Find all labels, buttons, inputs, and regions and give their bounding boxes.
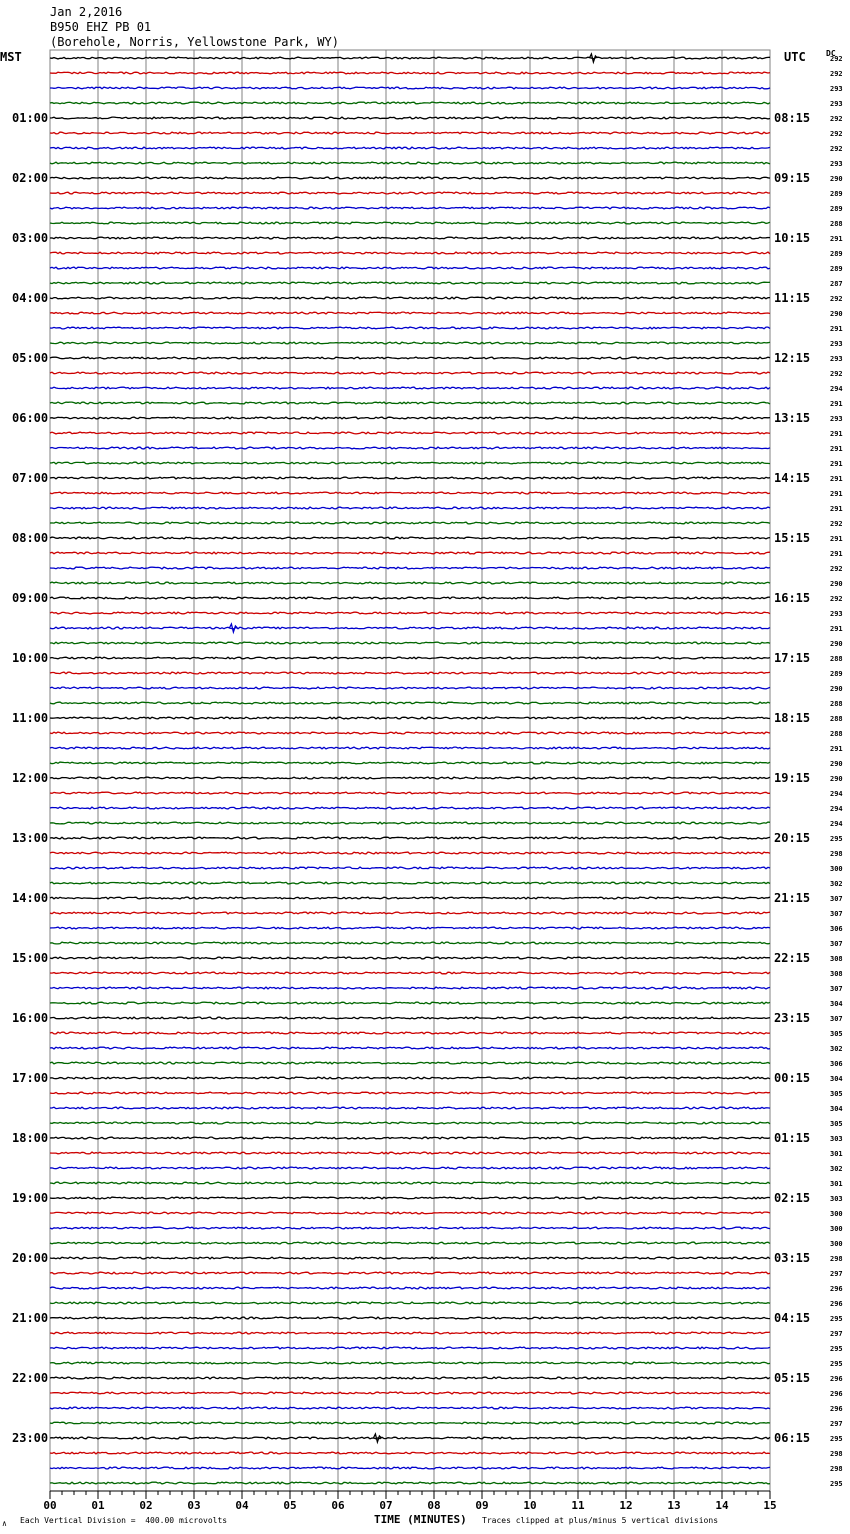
x-tick-label: 04 [235,1499,249,1512]
left-hour-label: 10:00 [12,651,49,665]
seismic-trace [50,1212,770,1214]
seismic-trace [50,807,770,809]
dc-value: 290 [830,685,843,693]
dc-value: 296 [830,1285,843,1293]
dc-value: 291 [830,625,843,633]
seismic-trace [50,912,770,914]
seismic-trace [50,1182,770,1184]
dc-value: 287 [830,280,843,288]
seismic-trace [50,462,770,464]
dc-value: 304 [830,1105,843,1113]
right-hour-label: 11:15 [774,291,811,305]
seismic-trace [50,747,770,749]
dc-value: 293 [830,340,843,348]
seismic-trace [50,327,770,329]
right-hour-label: 08:15 [774,111,811,125]
left-hour-label: 05:00 [12,351,49,365]
seismic-trace [50,132,770,134]
dc-value: 296 [830,1375,843,1383]
left-hour-label: 03:00 [12,231,49,245]
right-hour-label: 06:15 [774,1431,811,1445]
right-hour-label: 14:15 [774,471,811,485]
x-tick-label: 08 [427,1499,441,1512]
x-tick-label: 06 [331,1499,345,1512]
seismic-trace [50,1257,770,1259]
dc-value: 291 [830,490,843,498]
seismic-trace [50,672,770,674]
dc-value: 297 [830,1330,843,1338]
dc-value: 304 [830,1000,843,1008]
seismic-trace [50,1302,770,1304]
seismic-trace [50,477,770,479]
dc-value: 297 [830,1420,843,1428]
dc-value: 291 [830,325,843,333]
x-tick-label: 14 [715,1499,729,1512]
right-hour-label: 09:15 [774,171,811,185]
dc-value: 302 [830,1045,843,1053]
dc-value: 289 [830,205,843,213]
seismic-trace [50,537,770,539]
right-hour-label: 15:15 [774,531,811,545]
seismic-trace [50,357,770,359]
left-hour-label: 21:00 [12,1311,49,1325]
dc-value: 297 [830,1270,843,1278]
seismic-trace [50,267,770,269]
seismic-trace [50,387,770,389]
seismic-trace [50,312,770,314]
x-tick-label: 03 [187,1499,201,1512]
dc-value: 292 [830,70,843,78]
dc-value: 292 [830,55,843,63]
seismic-trace [50,1017,770,1019]
clip-note: Traces clipped at plus/minus 5 vertical divisions [482,1516,719,1525]
seismic-trace [50,372,770,374]
left-hour-label: 23:00 [12,1431,49,1445]
station-location: (Borehole, Norris, Yellowstone Park, WY) [50,35,339,49]
dc-value: 292 [830,115,843,123]
left-hour-label: 13:00 [12,831,49,845]
seismic-trace [50,822,770,824]
x-tick-label: 11 [571,1499,585,1512]
left-timezone-label: MST [0,50,22,64]
left-hour-label: 18:00 [12,1131,49,1145]
seismic-trace [50,867,770,869]
seismic-trace [50,1152,770,1154]
seismic-trace [50,1377,770,1379]
dc-value: 295 [830,1345,843,1353]
seismic-trace [50,1452,770,1454]
seismic-trace [50,987,770,989]
dc-value: 296 [830,1300,843,1308]
x-tick-label: 13 [667,1499,681,1512]
right-hour-label: 18:15 [774,711,811,725]
right-hour-label: 21:15 [774,891,811,905]
seismic-trace [50,432,770,434]
seismic-trace [50,792,770,794]
left-hour-label: 08:00 [12,531,49,545]
x-tick-label: 01 [91,1499,105,1512]
left-hour-label: 04:00 [12,291,49,305]
right-hour-label: 23:15 [774,1011,811,1025]
seismic-trace [50,1347,770,1349]
dc-value: 293 [830,85,843,93]
dc-value: 289 [830,250,843,258]
dc-value: 290 [830,760,843,768]
station-code: B950 EHZ PB 01 [50,20,152,34]
seismic-trace [50,72,770,74]
dc-value: 307 [830,895,843,903]
seismic-trace [50,507,770,509]
seismic-trace [50,927,770,929]
right-hour-label: 19:15 [774,771,811,785]
dc-value: 290 [830,310,843,318]
plot-frame [50,50,770,1491]
seismic-trace [50,57,770,59]
seismic-trace [50,207,770,209]
x-tick-label: 02 [139,1499,153,1512]
seismic-trace [50,1407,770,1409]
seismic-trace [50,192,770,194]
dc-value: 306 [830,1060,843,1068]
x-tick-label: 12 [619,1499,633,1512]
seismic-trace [50,1392,770,1394]
seismic-trace [50,642,770,644]
dc-header: DC [826,49,836,58]
right-hour-label: 12:15 [774,351,811,365]
corner-mark: ∧ [2,1519,7,1528]
seismic-trace [50,897,770,899]
dc-value: 292 [830,295,843,303]
dc-value: 304 [830,1075,843,1083]
seismic-trace [50,717,770,719]
dc-value: 291 [830,745,843,753]
seismic-trace [50,1197,770,1199]
seismic-trace [50,687,770,689]
dc-value: 295 [830,1480,843,1488]
dc-value: 290 [830,580,843,588]
right-hour-label: 03:15 [774,1251,811,1265]
seismic-trace [50,252,770,254]
seismic-trace [50,1227,770,1229]
x-axis-title: TIME (MINUTES) [374,1513,467,1526]
dc-value: 293 [830,100,843,108]
dc-value: 294 [830,790,843,798]
seismic-trace [50,342,770,344]
dc-value: 308 [830,970,843,978]
dc-value: 307 [830,910,843,918]
dc-value: 300 [830,865,843,873]
seismic-trace [50,762,770,764]
seismic-trace [50,1107,770,1109]
seismic-trace [50,657,770,659]
dc-value: 305 [830,1030,843,1038]
dc-value: 292 [830,595,843,603]
left-hour-label: 17:00 [12,1071,49,1085]
right-hour-label: 00:15 [774,1071,811,1085]
x-tick-label: 15 [763,1499,777,1512]
seismic-trace [50,1287,770,1289]
seismic-trace [50,87,770,89]
seismic-trace [50,627,770,629]
plot-date: Jan 2,2016 [50,5,123,19]
seismic-trace [50,1422,770,1424]
dc-value: 303 [830,1195,843,1203]
seismic-trace [50,447,770,449]
seismic-trace [50,222,770,224]
dc-value: 296 [830,1390,843,1398]
dc-value: 292 [830,145,843,153]
dc-value: 298 [830,850,843,858]
dc-value: 289 [830,190,843,198]
left-hour-label: 11:00 [12,711,49,725]
dc-value: 303 [830,1135,843,1143]
dc-value: 291 [830,460,843,468]
dc-value: 294 [830,805,843,813]
left-hour-label: 09:00 [12,591,49,605]
seismic-trace [50,1437,770,1439]
right-hour-label: 05:15 [774,1371,811,1385]
left-hour-label: 12:00 [12,771,49,785]
seismic-trace [50,882,770,884]
dc-value: 305 [830,1090,843,1098]
seismic-trace [50,732,770,734]
dc-value: 288 [830,655,843,663]
seismic-trace [50,1047,770,1049]
left-hour-label: 02:00 [12,171,49,185]
x-tick-label: 10 [523,1499,537,1512]
dc-value: 291 [830,400,843,408]
dc-value: 296 [830,1405,843,1413]
seismic-trace [50,942,770,944]
seismic-trace [50,492,770,494]
dc-value: 292 [830,520,843,528]
seismic-trace [50,582,770,584]
x-tick-label: 09 [475,1499,489,1512]
right-hour-label: 17:15 [774,651,811,665]
seismic-trace [50,1032,770,1034]
x-tick-label: 00 [43,1499,57,1512]
dc-value: 290 [830,175,843,183]
seismic-trace [50,1482,770,1484]
left-hour-label: 22:00 [12,1371,49,1385]
seismic-trace [50,777,770,779]
dc-value: 298 [830,1450,843,1458]
left-hour-label: 15:00 [12,951,49,965]
dc-value: 289 [830,670,843,678]
right-hour-label: 01:15 [774,1131,811,1145]
dc-value: 300 [830,1210,843,1218]
dc-value: 308 [830,955,843,963]
dc-value: 302 [830,880,843,888]
seismic-trace [50,1272,770,1274]
dc-value: 288 [830,220,843,228]
dc-value: 288 [830,715,843,723]
dc-value: 307 [830,940,843,948]
x-tick-label: 05 [283,1499,297,1512]
seismic-trace [50,1122,770,1124]
seismic-trace [50,567,770,569]
seismic-trace [50,1362,770,1364]
left-hour-label: 16:00 [12,1011,49,1025]
seismic-trace [50,837,770,839]
seismic-trace [50,282,770,284]
dc-value: 301 [830,1150,843,1158]
seismic-trace [50,1077,770,1079]
right-hour-label: 20:15 [774,831,811,845]
seismic-trace [50,237,770,239]
dc-value: 307 [830,1015,843,1023]
seismic-trace [50,972,770,974]
dc-value: 292 [830,370,843,378]
dc-value: 292 [830,130,843,138]
seismic-trace [50,522,770,524]
seismic-trace [50,1332,770,1334]
dc-value: 293 [830,610,843,618]
dc-value: 295 [830,1315,843,1323]
dc-value: 295 [830,835,843,843]
dc-value: 293 [830,415,843,423]
dc-value: 295 [830,1435,843,1443]
dc-value: 306 [830,925,843,933]
dc-value: 290 [830,640,843,648]
seismic-trace [50,1137,770,1139]
seismic-trace [50,117,770,119]
dc-value: 291 [830,475,843,483]
dc-value: 298 [830,1465,843,1473]
dc-value: 298 [830,1255,843,1263]
dc-value: 291 [830,235,843,243]
seismic-trace [50,402,770,404]
right-hour-label: 22:15 [774,951,811,965]
dc-value: 288 [830,700,843,708]
dc-value: 307 [830,985,843,993]
dc-value: 294 [830,385,843,393]
dc-value: 295 [830,1360,843,1368]
left-hour-label: 07:00 [12,471,49,485]
left-hour-label: 14:00 [12,891,49,905]
right-hour-label: 04:15 [774,1311,811,1325]
seismic-trace [50,702,770,704]
dc-value: 289 [830,265,843,273]
x-tick-label: 07 [379,1499,393,1512]
left-hour-label: 19:00 [12,1191,49,1205]
dc-value: 288 [830,730,843,738]
left-hour-label: 01:00 [12,111,49,125]
right-hour-label: 16:15 [774,591,811,605]
seismic-trace [50,147,770,149]
seismic-trace [50,162,770,164]
dc-value: 300 [830,1225,843,1233]
right-hour-label: 02:15 [774,1191,811,1205]
right-hour-label: 10:15 [774,231,811,245]
seismic-trace [50,1467,770,1469]
left-hour-label: 06:00 [12,411,49,425]
seismic-trace [50,852,770,854]
dc-value: 302 [830,1165,843,1173]
seismic-trace [50,1242,770,1244]
dc-value: 293 [830,160,843,168]
dc-value: 293 [830,355,843,363]
dc-value: 292 [830,565,843,573]
seismic-trace [50,177,770,179]
seismic-trace [50,552,770,554]
scale-note: Each Vertical Division = 400.00 microvolts [20,1516,228,1525]
seismic-trace [50,612,770,614]
seismic-trace [50,417,770,419]
left-hour-label: 20:00 [12,1251,49,1265]
seismic-trace [50,957,770,959]
right-hour-label: 13:15 [774,411,811,425]
seismic-trace [50,297,770,299]
dc-value: 301 [830,1180,843,1188]
seismic-trace [50,1002,770,1004]
right-timezone-label: UTC [784,50,806,64]
seismic-trace [50,597,770,599]
seismic-trace [50,1062,770,1064]
seismic-trace [50,1092,770,1094]
seismic-trace [50,1167,770,1169]
dc-value: 291 [830,430,843,438]
dc-value: 291 [830,535,843,543]
dc-value: 294 [830,820,843,828]
seismic-trace [50,102,770,104]
dc-value: 291 [830,445,843,453]
dc-value: 300 [830,1240,843,1248]
dc-value: 305 [830,1120,843,1128]
dc-value: 291 [830,550,843,558]
dc-value: 290 [830,775,843,783]
dc-value: 291 [830,505,843,513]
seismic-trace [50,1317,770,1319]
